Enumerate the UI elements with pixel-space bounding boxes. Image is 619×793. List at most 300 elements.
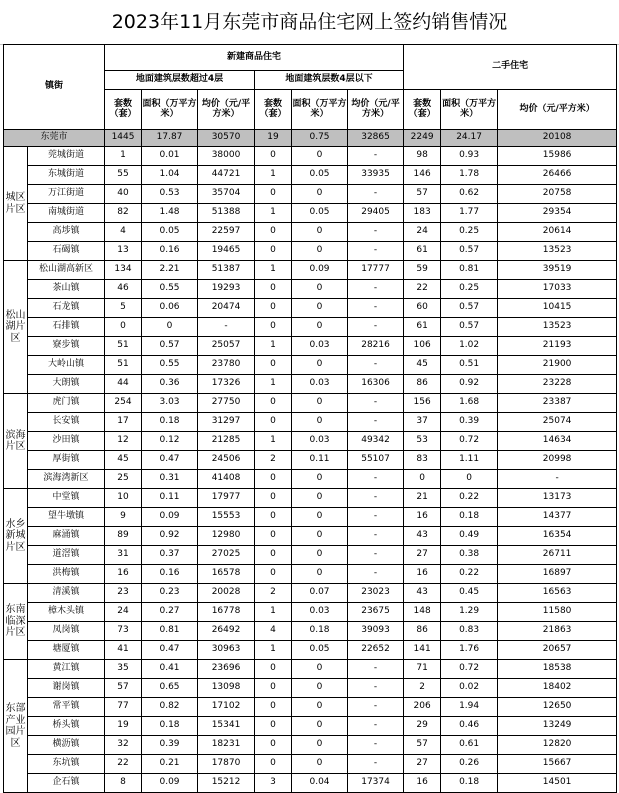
- cell: 0: [292, 318, 348, 337]
- cell: 21: [404, 489, 441, 508]
- cell: 14634: [498, 432, 617, 451]
- cell: 1: [255, 261, 292, 280]
- cell: -: [348, 527, 404, 546]
- town-name: 东城街道: [28, 166, 105, 185]
- cell: 86: [404, 375, 441, 394]
- cell: 0.18: [441, 774, 498, 793]
- cell: -: [348, 660, 404, 679]
- cell: 30963: [198, 641, 255, 660]
- cell: 0.46: [441, 717, 498, 736]
- cell: 19293: [198, 280, 255, 299]
- cell: 16778: [198, 603, 255, 622]
- cell: 0.03: [292, 432, 348, 451]
- cell: -: [348, 223, 404, 242]
- cell: 12650: [498, 698, 617, 717]
- cell: 0: [255, 413, 292, 432]
- below-4-floors-header: 地面建筑层数4层以下: [255, 71, 404, 90]
- table-row: [4, 717, 617, 736]
- cell: 0: [404, 470, 441, 489]
- cell: 2: [404, 679, 441, 698]
- cell: 254: [105, 394, 142, 413]
- cell: 44: [105, 375, 142, 394]
- cell: 0: [292, 736, 348, 755]
- cell: 0.53: [142, 185, 198, 204]
- town-name: 东坑镇: [28, 755, 105, 774]
- table-row: [4, 641, 617, 660]
- cell: 2.21: [142, 261, 198, 280]
- cell: 19465: [198, 242, 255, 261]
- cell: 55: [105, 166, 142, 185]
- table-row: [4, 356, 617, 375]
- cell: -: [348, 299, 404, 318]
- town-name: 寮步镇: [28, 337, 105, 356]
- cell: 0.12: [142, 432, 198, 451]
- town-name: 南城街道: [28, 204, 105, 223]
- town-name: 石排镇: [28, 318, 105, 337]
- cell: 0.57: [441, 242, 498, 261]
- table-row: [4, 584, 617, 603]
- cell: 44721: [198, 166, 255, 185]
- cell: 23780: [198, 356, 255, 375]
- table-row: [4, 204, 617, 223]
- cell: 43: [404, 584, 441, 603]
- table-row: [4, 451, 617, 470]
- cell: 1.02: [441, 337, 498, 356]
- cell: 0.25: [441, 280, 498, 299]
- cell: 0: [292, 755, 348, 774]
- cell: 0.05: [292, 641, 348, 660]
- table-row: [4, 394, 617, 413]
- cell: 0.16: [142, 565, 198, 584]
- cell: 11580: [498, 603, 617, 622]
- town-name: 谢岗镇: [28, 679, 105, 698]
- table-row: [4, 660, 617, 679]
- cell: 23387: [498, 394, 617, 413]
- cell: 0.61: [441, 736, 498, 755]
- cell: 0.41: [142, 660, 198, 679]
- unit-header: 均价（元/平方米）: [348, 90, 404, 130]
- cell: 24506: [198, 451, 255, 470]
- above-4-floors-header: 地面建筑层数超过4层: [105, 71, 255, 90]
- cell: 10415: [498, 299, 617, 318]
- cell: 19: [255, 130, 292, 147]
- town-name: 桥头镇: [28, 717, 105, 736]
- cell: -: [348, 318, 404, 337]
- cell: 31: [105, 546, 142, 565]
- unit-header: 套数（套）: [255, 90, 292, 130]
- cell: 22: [404, 280, 441, 299]
- cell: 8: [105, 774, 142, 793]
- unit-header: 均价（元/平方米）: [498, 90, 617, 130]
- cell: 38000: [198, 147, 255, 166]
- cell: 0: [292, 185, 348, 204]
- cell: 39093: [348, 622, 404, 641]
- cell: 23: [105, 584, 142, 603]
- cell: -: [348, 470, 404, 489]
- table-row: [4, 166, 617, 185]
- cell: 0.03: [292, 337, 348, 356]
- cell: 0.26: [441, 755, 498, 774]
- cell: 156: [404, 394, 441, 413]
- cell: 5: [105, 299, 142, 318]
- cell: 14501: [498, 774, 617, 793]
- cell: 0.09: [142, 774, 198, 793]
- cell: 0.11: [292, 451, 348, 470]
- cell: 0.72: [441, 660, 498, 679]
- cell: 20108: [498, 130, 617, 147]
- cell: 32: [105, 736, 142, 755]
- table-row: [4, 261, 617, 280]
- town-name: 石碣镇: [28, 242, 105, 261]
- cell: 16563: [498, 584, 617, 603]
- town-name: 厚街镇: [28, 451, 105, 470]
- cell: -: [348, 736, 404, 755]
- cell: 0.05: [292, 204, 348, 223]
- cell: 2: [255, 451, 292, 470]
- cell: 20657: [498, 641, 617, 660]
- cell: 1: [255, 375, 292, 394]
- cell: 0.02: [441, 679, 498, 698]
- table-row: [4, 546, 617, 565]
- cell: 0.62: [441, 185, 498, 204]
- cell: 22652: [348, 641, 404, 660]
- cell: 0.93: [441, 147, 498, 166]
- cell: 19: [105, 717, 142, 736]
- cell: 16354: [498, 527, 617, 546]
- cell: 0.82: [142, 698, 198, 717]
- cell: 0: [255, 565, 292, 584]
- district-label: 水乡新城片区: [4, 489, 28, 584]
- cell: 0: [292, 470, 348, 489]
- cell: 13249: [498, 717, 617, 736]
- cell: 12980: [198, 527, 255, 546]
- district-label: 松山湖片区: [4, 261, 28, 394]
- cell: 21285: [198, 432, 255, 451]
- cell: 0.75: [292, 130, 348, 147]
- table-row: [4, 242, 617, 261]
- cell: 0.65: [142, 679, 198, 698]
- cell: 13: [105, 242, 142, 261]
- cell: 15553: [198, 508, 255, 527]
- cell: 0: [255, 508, 292, 527]
- cell: 0: [292, 508, 348, 527]
- town-name: 滨海湾新区: [28, 470, 105, 489]
- cell: 51388: [198, 204, 255, 223]
- town-name: 樟木头镇: [28, 603, 105, 622]
- cell: 17: [105, 413, 142, 432]
- cell: 0: [255, 280, 292, 299]
- cell: 0.92: [441, 375, 498, 394]
- cell: 22: [105, 755, 142, 774]
- cell: 0: [255, 698, 292, 717]
- cell: 0.38: [441, 546, 498, 565]
- cell: 0.92: [142, 527, 198, 546]
- cell: 20758: [498, 185, 617, 204]
- cell: 4: [255, 622, 292, 641]
- table-row: [4, 375, 617, 394]
- cell: 49342: [348, 432, 404, 451]
- cell: -: [348, 147, 404, 166]
- town-name: 黄江镇: [28, 660, 105, 679]
- cell: 27750: [198, 394, 255, 413]
- cell: -: [348, 508, 404, 527]
- cell: 0.25: [441, 223, 498, 242]
- cell: 0.27: [142, 603, 198, 622]
- cell: 206: [404, 698, 441, 717]
- cell: 18231: [198, 736, 255, 755]
- table-row: [4, 508, 617, 527]
- cell: 14377: [498, 508, 617, 527]
- sales-table: [3, 44, 617, 793]
- cell: 0.81: [142, 622, 198, 641]
- cell: 33935: [348, 166, 404, 185]
- cell: 1: [255, 204, 292, 223]
- cell: 57: [404, 736, 441, 755]
- cell: 28216: [348, 337, 404, 356]
- cell: 0: [255, 318, 292, 337]
- cell: 0.72: [441, 432, 498, 451]
- cell: 82: [105, 204, 142, 223]
- cell: 31297: [198, 413, 255, 432]
- cell: 0.09: [292, 261, 348, 280]
- cell: -: [348, 489, 404, 508]
- table-body: [4, 45, 617, 793]
- header-row-1: [4, 45, 617, 71]
- town-name: 清溪镇: [28, 584, 105, 603]
- cell: 46: [105, 280, 142, 299]
- cell: 71: [404, 660, 441, 679]
- table-row: [4, 147, 617, 166]
- town-name: 石龙镇: [28, 299, 105, 318]
- cell: 1.68: [441, 394, 498, 413]
- cell: 16: [105, 565, 142, 584]
- cell: 0: [255, 736, 292, 755]
- cell: 0: [255, 299, 292, 318]
- cell: 0: [292, 223, 348, 242]
- cell: 0: [292, 394, 348, 413]
- cell: 53: [404, 432, 441, 451]
- cell: 0: [292, 717, 348, 736]
- cell: 20614: [498, 223, 617, 242]
- cell: 1: [255, 641, 292, 660]
- cell: 15667: [498, 755, 617, 774]
- cell: 0.18: [142, 717, 198, 736]
- cell: 15986: [498, 147, 617, 166]
- cell: 21863: [498, 622, 617, 641]
- cell: 0: [292, 242, 348, 261]
- cell: 24: [105, 603, 142, 622]
- cell: 0: [292, 489, 348, 508]
- cell: 27: [404, 755, 441, 774]
- cell: 13098: [198, 679, 255, 698]
- cell: 1.04: [142, 166, 198, 185]
- cell: 17870: [198, 755, 255, 774]
- cell: 20474: [198, 299, 255, 318]
- table-row: [4, 299, 617, 318]
- table-row: [4, 622, 617, 641]
- table-row: [4, 774, 617, 793]
- cell: 12820: [498, 736, 617, 755]
- cell: 25074: [498, 413, 617, 432]
- cell: 0.05: [142, 223, 198, 242]
- table-row: [4, 280, 617, 299]
- cell: 98: [404, 147, 441, 166]
- cell: 0: [255, 546, 292, 565]
- cell: 15341: [198, 717, 255, 736]
- cell: -: [348, 394, 404, 413]
- cell: 0.39: [441, 413, 498, 432]
- cell: 16: [404, 565, 441, 584]
- town-name: 虎门镇: [28, 394, 105, 413]
- district-label: 城区片区: [4, 147, 28, 261]
- cell: 0.83: [441, 622, 498, 641]
- cell: 0.11: [142, 489, 198, 508]
- cell: 0.05: [292, 166, 348, 185]
- cell: 0: [292, 147, 348, 166]
- cell: -: [348, 565, 404, 584]
- cell: 17374: [348, 774, 404, 793]
- cell: 26492: [198, 622, 255, 641]
- cell: 40: [105, 185, 142, 204]
- cell: 17326: [198, 375, 255, 394]
- cell: 51387: [198, 261, 255, 280]
- cell: 0: [255, 470, 292, 489]
- cell: 20028: [198, 584, 255, 603]
- town-name: 莞城街道: [28, 147, 105, 166]
- table-row: [4, 185, 617, 204]
- cell: 0.01: [142, 147, 198, 166]
- cell: 23696: [198, 660, 255, 679]
- cell: 17977: [198, 489, 255, 508]
- cell: 0.57: [441, 318, 498, 337]
- cell: 39519: [498, 261, 617, 280]
- cell: 13523: [498, 242, 617, 261]
- town-name: 松山湖高新区: [28, 261, 105, 280]
- cell: 0: [255, 394, 292, 413]
- town-name: 中堂镇: [28, 489, 105, 508]
- district-label: 东南临深片区: [4, 584, 28, 660]
- cell: 16: [404, 774, 441, 793]
- cell: 0: [292, 356, 348, 375]
- cell: 17033: [498, 280, 617, 299]
- cell: 0: [292, 546, 348, 565]
- cell: 3.03: [142, 394, 198, 413]
- cell: 24.17: [441, 130, 498, 147]
- cell: 9: [105, 508, 142, 527]
- cell: 0: [142, 318, 198, 337]
- cell: 23228: [498, 375, 617, 394]
- cell: 45: [105, 451, 142, 470]
- town-name: 企石镇: [28, 774, 105, 793]
- cell: 0.18: [292, 622, 348, 641]
- town-name: 常平镇: [28, 698, 105, 717]
- cell: 0: [255, 679, 292, 698]
- cell: 37: [404, 413, 441, 432]
- cell: 23023: [348, 584, 404, 603]
- cell: 0: [255, 489, 292, 508]
- cell: 41: [105, 641, 142, 660]
- cell: 0: [292, 565, 348, 584]
- town-name: 望牛墩镇: [28, 508, 105, 527]
- cell: 0: [105, 318, 142, 337]
- cell: 35704: [198, 185, 255, 204]
- cell: 2249: [404, 130, 441, 147]
- city-total-row: [4, 130, 617, 147]
- second-hand-header: 二手住宅: [404, 45, 617, 90]
- table-row: [4, 223, 617, 242]
- cell: 61: [404, 318, 441, 337]
- town-name: 高埗镇: [28, 223, 105, 242]
- cell: 1: [255, 432, 292, 451]
- cell: 0.22: [441, 489, 498, 508]
- district-label: 滨海片区: [4, 394, 28, 489]
- table-row: [4, 337, 617, 356]
- unit-header: 面积（万平方米）: [142, 90, 198, 130]
- table-row: [4, 565, 617, 584]
- table-row: [4, 432, 617, 451]
- cell: 16: [404, 508, 441, 527]
- cell: -: [348, 698, 404, 717]
- cell: 0.16: [142, 242, 198, 261]
- cell: 0: [292, 660, 348, 679]
- cell: 1: [105, 147, 142, 166]
- cell: 0: [292, 299, 348, 318]
- town-name: 道滘镇: [28, 546, 105, 565]
- town-name: 凤岗镇: [28, 622, 105, 641]
- cell: 18538: [498, 660, 617, 679]
- cell: 141: [404, 641, 441, 660]
- cell: 16578: [198, 565, 255, 584]
- cell: 15212: [198, 774, 255, 793]
- town-name: 塘厦镇: [28, 641, 105, 660]
- cell: 51: [105, 337, 142, 356]
- cell: 41408: [198, 470, 255, 489]
- cell: 29354: [498, 204, 617, 223]
- cell: 1.11: [441, 451, 498, 470]
- cell: 32865: [348, 130, 404, 147]
- cell: 148: [404, 603, 441, 622]
- cell: 0.57: [441, 299, 498, 318]
- cell: 0: [255, 356, 292, 375]
- district-label: 东部产业园片区: [4, 660, 28, 793]
- town-name: 茶山镇: [28, 280, 105, 299]
- cell: 73: [105, 622, 142, 641]
- cell: -: [348, 280, 404, 299]
- cell: 0: [255, 242, 292, 261]
- cell: 1.94: [441, 698, 498, 717]
- cell: 23675: [348, 603, 404, 622]
- cell: 16306: [348, 375, 404, 394]
- cell: 26466: [498, 166, 617, 185]
- cell: 0.37: [142, 546, 198, 565]
- cell: -: [348, 546, 404, 565]
- cell: 17777: [348, 261, 404, 280]
- table-row: [4, 318, 617, 337]
- cell: 57: [404, 185, 441, 204]
- cell: 0.49: [441, 527, 498, 546]
- cell: 29: [404, 717, 441, 736]
- cell: 1: [255, 166, 292, 185]
- cell: 43: [404, 527, 441, 546]
- cell: 26711: [498, 546, 617, 565]
- cell: -: [348, 356, 404, 375]
- cell: 146: [404, 166, 441, 185]
- cell: 0: [255, 755, 292, 774]
- cell: 25057: [198, 337, 255, 356]
- unit-header: 套数（套）: [105, 90, 142, 130]
- table-row: [4, 679, 617, 698]
- cell: 0: [255, 223, 292, 242]
